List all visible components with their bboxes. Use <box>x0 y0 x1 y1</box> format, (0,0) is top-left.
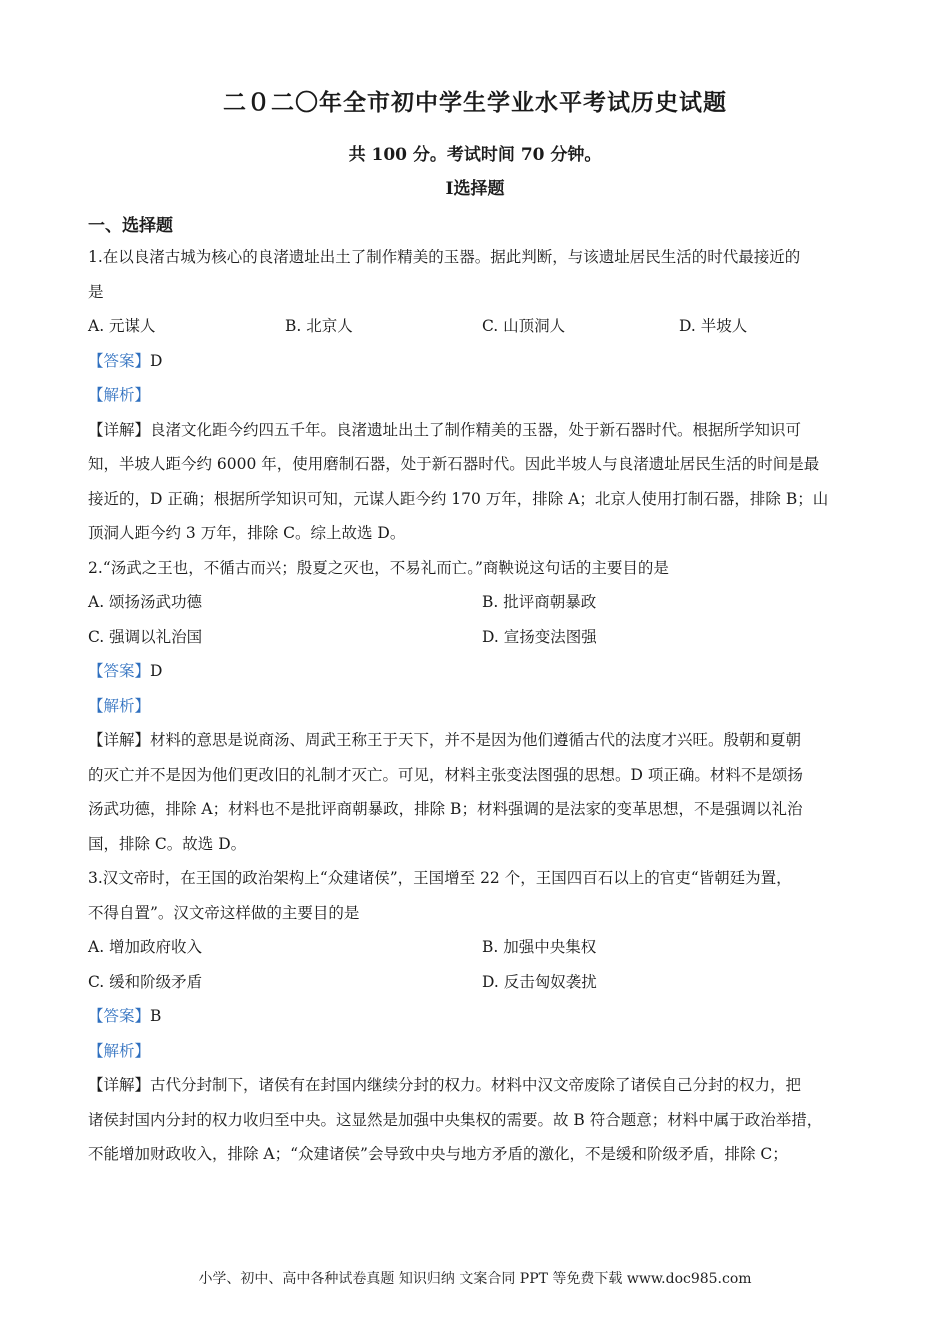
answer-label: 【答案】 <box>88 1007 151 1025</box>
detail-line: 国，排除 C。故选 D。 <box>88 834 247 853</box>
question-3 <box>88 861 878 1172</box>
question-list <box>88 240 878 1172</box>
part-heading: Ⅰ选择题 <box>445 179 505 199</box>
question-stem-line: 3.汉文帝时，在王国的政治架构上“众建诸侯”，王国增至 22 个，王国四百石以上的官吏“皆朝廷为置， <box>88 869 792 887</box>
option-b: B. 批评商朝暴政 <box>482 593 597 611</box>
answer-line <box>88 999 878 1034</box>
question-1 <box>88 240 878 551</box>
detail-label: 【详解】 <box>88 1076 151 1094</box>
option-a: A. 元谋人 <box>88 317 156 335</box>
options-row <box>88 620 878 655</box>
detail-line: 知，半坡人距今约 6000 年，使用磨制石器，处于新石器时代。因此半坡人与良渚遗址居民生活的时间是最 <box>88 455 820 473</box>
detail-text: 材料的意思是说商汤、周武王称王于天下，并不是因为他们遵循古代的法度才兴旺。殷朝和夏朝 <box>150 731 802 749</box>
analysis-label: 【解析】 <box>88 1041 151 1060</box>
detail-line <box>88 723 878 758</box>
option-b: B. 北京人 <box>285 317 353 335</box>
option-d: D. 半坡人 <box>679 317 748 335</box>
detail-text: 良渚文化距今约四五千年。良渚遗址出土了制作精美的玉器，处于新石器时代。根据所学知识可 <box>150 420 802 439</box>
option-d: D. 宣扬变法图强 <box>482 627 597 646</box>
option-d: D. 反击匈奴袭扰 <box>482 972 597 991</box>
question-stem-line: 不得自置”。汉文帝这样做的主要目的是 <box>88 903 360 922</box>
answer-value: D <box>150 662 163 680</box>
options-row <box>88 965 878 1000</box>
question-stem-line: 是 <box>88 282 104 301</box>
detail-label: 【详解】 <box>88 731 151 749</box>
analysis-line <box>88 378 878 413</box>
exam-title: 二０二〇年全市初中学生学业水平考试历史试题 <box>223 89 727 116</box>
option-c: C. 强调以礼治国 <box>88 627 203 646</box>
analysis-label: 【解析】 <box>88 696 151 715</box>
detail-line <box>88 413 878 448</box>
option-c: C. 缓和阶级矛盾 <box>88 972 203 991</box>
page-footer: 小学、初中、高中各种试卷真题 知识归纳 文案合同 PPT 等免费下载 www.doc985.com <box>198 1271 752 1287</box>
detail-line: 的灭亡并不是因为他们更改旧的礼制才灭亡。可见，材料主张变法图强的思想。D 项正确。材料不是颂扬 <box>88 765 803 784</box>
detail-text: 古代分封制下，诸侯有在封国内继续分封的权力。材料中汉文帝废除了诸侯自己分封的权力，把 <box>150 1076 802 1094</box>
detail-line: 接近的，D 正确；根据所学知识可知，元谋人距今约 170 万年，排除 A；北京人使用打制石器，排除 B；山 <box>88 489 829 508</box>
answer-value: B <box>150 1007 162 1025</box>
answer-label: 【答案】 <box>88 662 151 680</box>
detail-line: 不能增加财政收入，排除 A；“众建诸侯”会导致中央与地方矛盾的激化，不是缓和阶级矛盾，排除 C； <box>88 1145 788 1163</box>
question-2 <box>88 551 878 862</box>
analysis-line <box>88 689 878 724</box>
analysis-line <box>88 1034 878 1069</box>
question-stem-line: 2.“汤武之王也，不循古而兴；殷夏之灭也，不易礼而亡。”商鞅说这句话的主要目的是 <box>88 558 669 577</box>
exam-subtitle: 共 100 分。考试时间 70 分钟。 <box>348 145 602 165</box>
answer-line <box>88 344 878 379</box>
question-stem-line: 1.在以良渚古城为核心的良渚遗址出土了制作精美的玉器。据此判断，与该遗址居民生活的时代最接近的 <box>88 248 801 266</box>
detail-line: 顶洞人距今约 3 万年，排除 C。综上故选 D。 <box>88 524 406 542</box>
detail-line <box>88 1068 878 1103</box>
answer-line <box>88 654 878 689</box>
detail-line: 汤武功德，排除 A；材料也不是批评商朝暴政，排除 B；材料强调的是法家的变革思想，不是强调以礼治 <box>88 800 803 818</box>
option-c: C. 山顶洞人 <box>482 317 566 335</box>
section-heading: 一、选择题 <box>88 216 173 236</box>
options-row <box>88 585 878 620</box>
option-a: A. 颂扬汤武功德 <box>88 593 203 611</box>
answer-label: 【答案】 <box>88 351 151 370</box>
detail-line: 诸侯封国内分封的权力收归至中央。这显然是加强中央集权的需要。故 B 符合题意；材料中属于政治举措， <box>88 1110 823 1129</box>
options-row <box>88 309 878 344</box>
option-b: B. 加强中央集权 <box>482 938 597 956</box>
detail-label: 【详解】 <box>88 420 151 439</box>
answer-value: D <box>150 351 163 370</box>
option-a: A. 增加政府收入 <box>88 938 203 956</box>
options-row <box>88 930 878 965</box>
analysis-label: 【解析】 <box>88 386 151 404</box>
